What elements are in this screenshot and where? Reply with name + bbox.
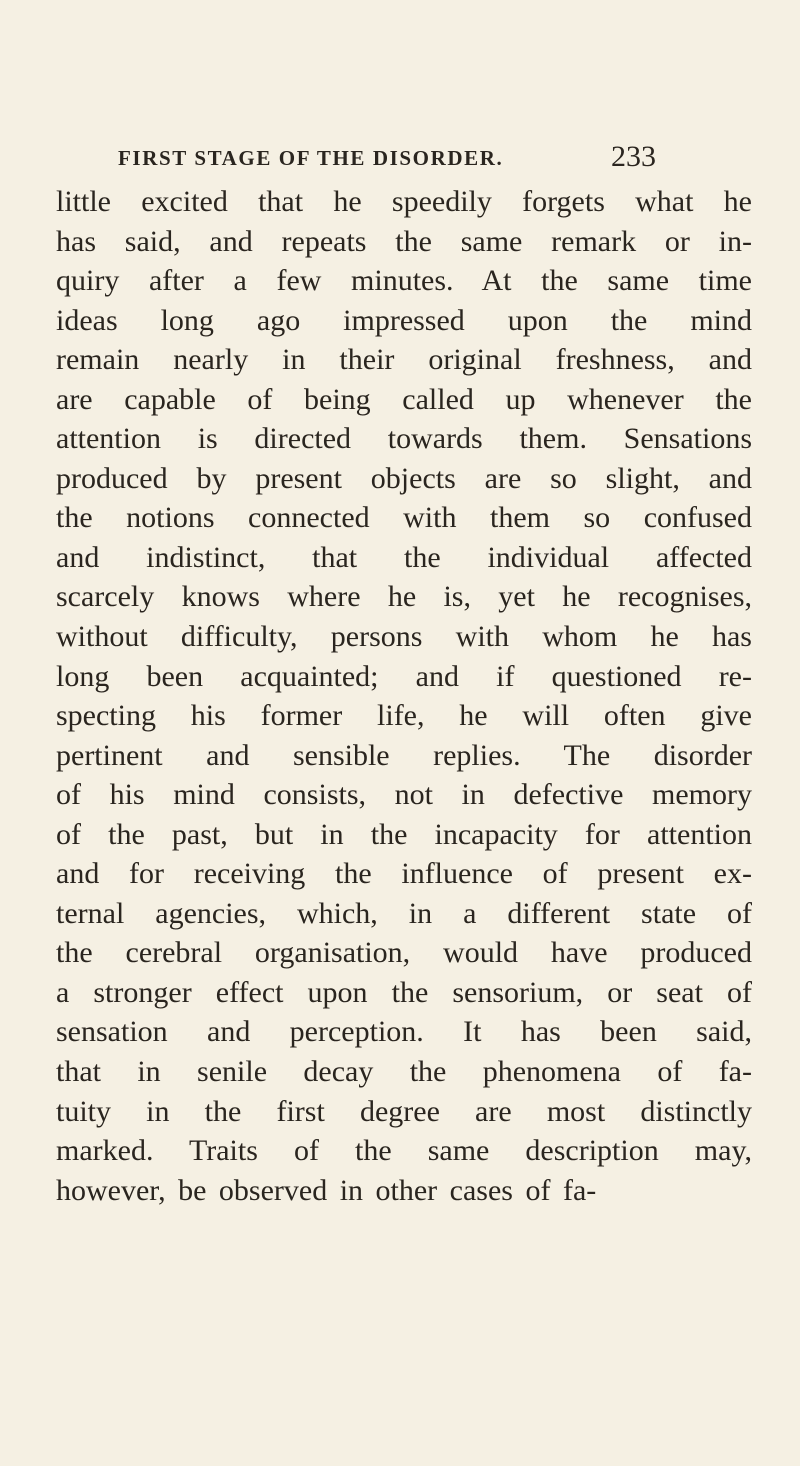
text-line: long been acquainted; and if questioned re- — [56, 659, 752, 693]
text-line: remain nearly in their original freshness, and — [56, 343, 752, 377]
running-head-title: FIRST STAGE OF THE DISORDER. — [118, 146, 504, 170]
text-line: and for receiving the influence of present ex- — [56, 857, 752, 891]
text-line: the cerebral organisation, would have produced — [56, 936, 752, 970]
text-line: that in senile decay the phenomena of fa- — [56, 1055, 752, 1089]
text-line: are capable of being called up whenever the — [56, 382, 752, 416]
text-line: quiry after a few minutes. At the same time — [56, 264, 752, 298]
text-line: ternal agencies, which, in a different state of — [56, 896, 752, 930]
text-line: tuity in the first degree are most distinctly — [56, 1094, 752, 1128]
text-line: without difficulty, persons with whom he has — [56, 620, 752, 654]
text-line: the notions connected with them so confused — [56, 501, 752, 535]
text-line: sensation and perception. It has been said, — [56, 1015, 752, 1049]
running-head — [118, 140, 656, 180]
text-line: specting his former life, he will often give — [56, 699, 752, 733]
text-line: marked. Traits of the same description may, — [56, 1134, 752, 1168]
page-number: 233 — [611, 140, 656, 173]
text-line: attention is directed towards them. Sensations — [56, 422, 752, 456]
text-line: and indistinct, that the individual affected — [56, 540, 752, 574]
text-line: ideas long ago impressed upon the mind — [56, 303, 752, 337]
text-line: produced by present objects are so slight, and — [56, 461, 752, 495]
text-line: little excited that he speedily forgets what he — [56, 185, 752, 218]
text-line: however, be observed in other cases of fa- — [56, 1173, 597, 1207]
text-line: of the past, but in the incapacity for attention — [56, 817, 752, 851]
body-text — [56, 182, 752, 1210]
text-line: has said, and repeats the same remark or in- — [56, 224, 752, 258]
text-line: of his mind consists, not in defective memory — [56, 778, 752, 812]
text-line: pertinent and sensible replies. The disorder — [56, 738, 752, 772]
text-line: scarcely knows where he is, yet he recognises, — [56, 580, 752, 614]
text-line: a stronger effect upon the sensorium, or seat of — [56, 975, 752, 1009]
